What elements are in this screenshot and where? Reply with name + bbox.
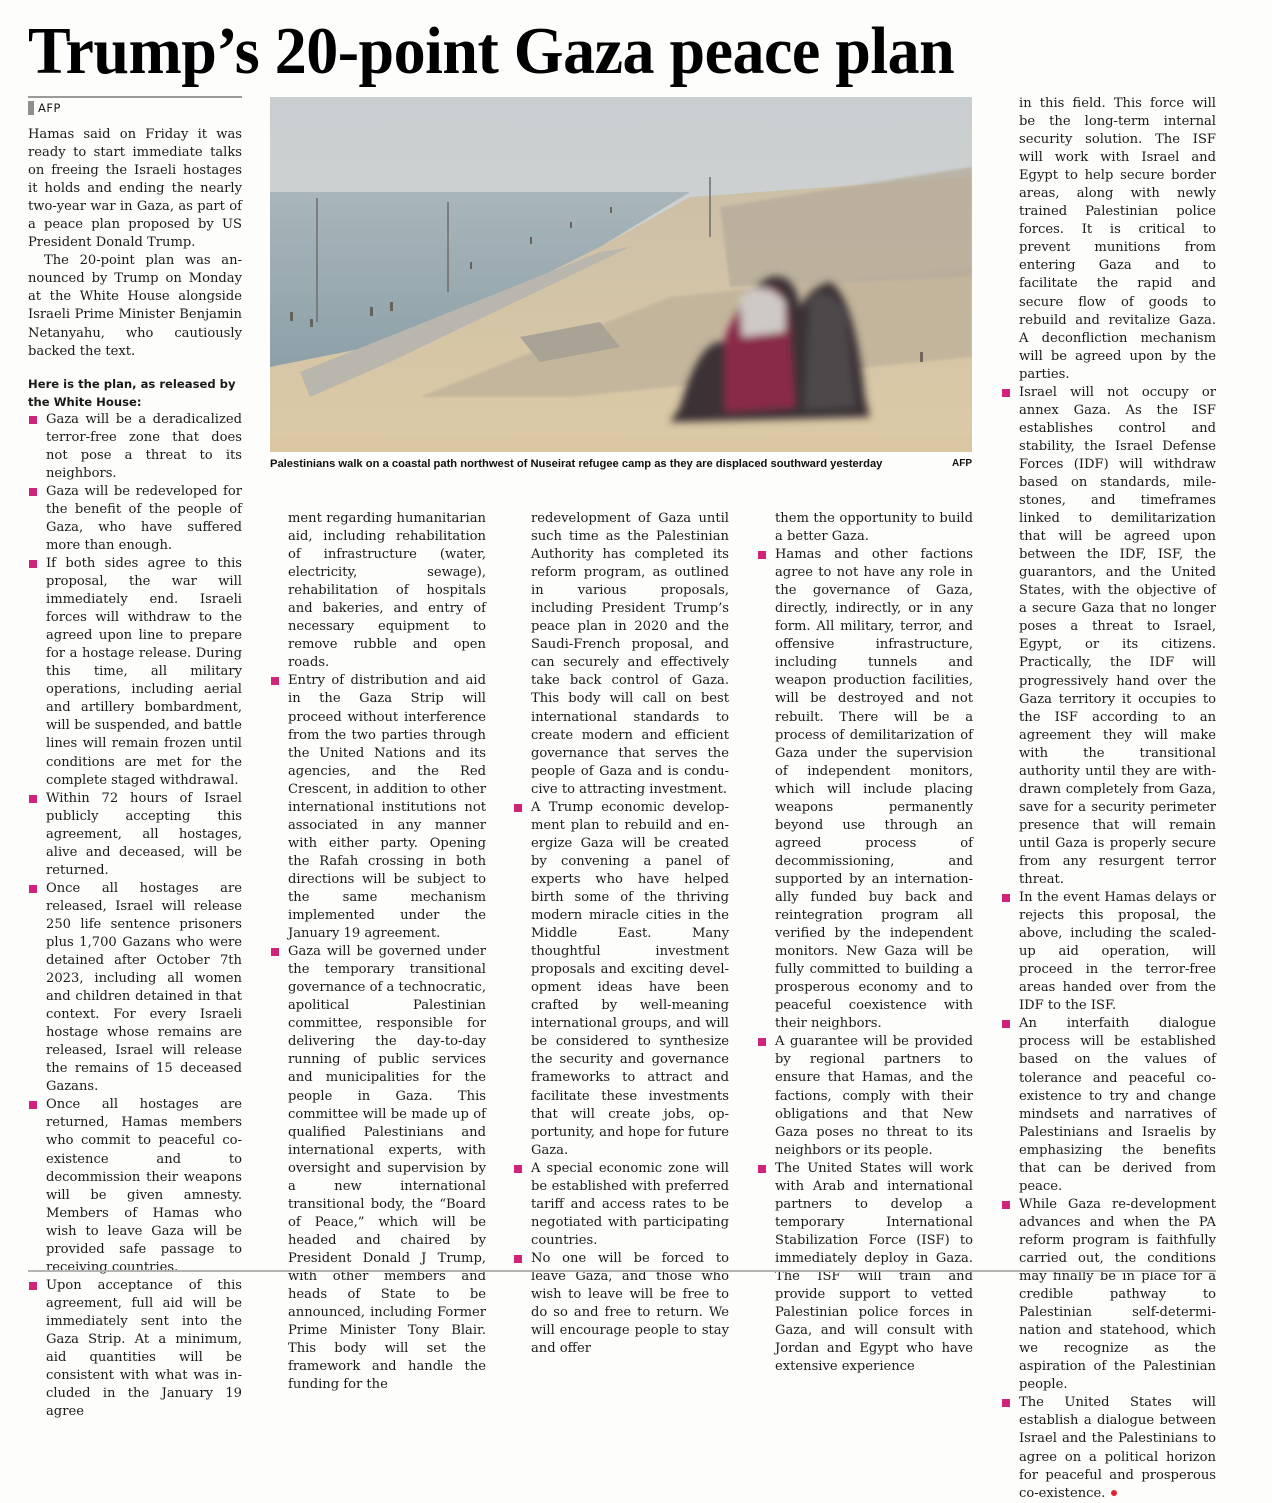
- plan-point: A guarantee will be provided by regional partners to ensure that Hamas, and the factions, comply with their obligations and that New Gaza poses no threat to its neighbors or its people.: [757, 1033, 973, 1159]
- plan-point: No one will be forced to leave Gaza, and those who wish to leave will be free to do so and free to return. We will encourage people to stay and offer: [513, 1250, 729, 1358]
- plan-point: Once all hostages are released, Israel will release 250 life sentence prisoners plus 1,700 Gazans who were detained after October 7th 2023, including all women and children detained in that context. For every Israeli hostage whose remains are released, Israel will release the remains of 15 deceased Gazans.: [28, 880, 242, 1097]
- plan-point: Gaza will be governed under the temporary transitional governance of a technocratic, apolitical Palestinian committee, responsible for delivering the day-to-day running of public services and municipalities for the people in Gaza. This committee will be made up of qualified Palestinians and international experts, with oversight and supervision by a new international transitional body, the “Board of Peace,” which will be headed and chaired by President Donald J Trump, with other members and heads of State to be announced, including Former Prime Minister Tony Blair. This body will set the framework and handle the funding for the: [270, 943, 486, 1394]
- plan-points-list: [513, 510, 729, 1358]
- bullet-square-icon: [1002, 1020, 1010, 1028]
- plan-point: Israel will not occupy or annex Gaza. As the ISF establishes control and stability, the Israel Defense Forces (IDF) will withdraw based on standards, milestones, and timeframes linked to demilitarization that will be agreed upon between the IDF, ISF, the guarantors, and the United States, with the objective of a secure Gaza that no longer poses a threat to Israel, Egypt, or its citizens. Practically, the IDF will progressively hand over the Gaza territory it occupies to the ISF according to an agreement they will make with the transitional authority until they are withdrawn completely from Gaza, save for a security perimeter presence that will remain until Gaza is properly secure from any resurgent terror threat.: [1001, 384, 1216, 889]
- plan-point: A special economic zone will be established with preferred tariff and access rates to be negotiated with participating countries.: [513, 1160, 729, 1250]
- plan-point: The United States will establish a dialogue between Israel and the Palestinians to agree on a political horizon for peaceful and prosperous co-existence.: [1001, 1394, 1216, 1502]
- bullet-square-icon: [1002, 1201, 1010, 1209]
- plan-point-continuation: them the opportunity to build a better Gaza.: [775, 511, 973, 545]
- news-photo: [270, 97, 972, 452]
- plan-points-list: [757, 510, 973, 1376]
- article-column-1: [28, 126, 242, 1421]
- plan-point-continuation: in this field. This force will be the long-term internal security solution. The ISF will work with Israel and Egypt to help secure border areas, along with newly trained Palestinian police forces. It is critical to prevent munitions from entering Gaza and to facilitate the rapid and secure flow of goods to rebuild and revitalize Gaza. A deconfliction mechanism will be agreed upon by the parties.: [1019, 96, 1216, 382]
- plan-point: Within 72 hours of Israel publicly accepting this agreement, all hostages, alive and deceased, will be returned.: [28, 790, 242, 880]
- photo-credit: AFP: [952, 458, 972, 469]
- byline-rule: [28, 96, 242, 98]
- plan-points-list: [1001, 95, 1216, 1503]
- article-column-3: [513, 510, 729, 1358]
- bullet-square-icon: [29, 1101, 37, 1109]
- byline-bar: [28, 101, 34, 115]
- plan-point: Gaza will be redeveloped for the benefit of the people of Gaza, who have suffered more than enough.: [28, 483, 242, 555]
- plan-point: The United States will work with Arab and international partners to develop a temporary International Stabilization Force (ISF) to immediately deploy in Gaza. The ISF will train and provide support to vetted Palestinian police forces in Gaza, and will consult with Jordan and Egypt who have extensive experience: [757, 1160, 973, 1377]
- article-column-4: [757, 510, 973, 1376]
- plan-point-continuation: ment regarding humanitarian aid, including rehabilitation of infrastructure (water, electricity, sewage), rehabilitation of hospitals and bakeries, and entry of necessary equipment to remove rubble and open roads.: [288, 511, 486, 671]
- plan-point-continuation: redevelopment of Gaza until such time as the Palestinian Authority has completed its reform program, as outlined in various proposals, including President Trump’s peace plan in 2020 and the Saudi-French proposal, and can securely and effectively take back control of Gaza. This body will call on best international standards to create modern and efficient governance that serves the people of Gaza and is conducive to attracting investment.: [531, 511, 729, 797]
- plan-point: While Gaza re-development advances and when the PA reform program is faithfully carried out, the conditions may finally be in place for a credible pathway to Palestinian self-determination and statehood, which we recognize as the aspiration of the Palestinian people.: [1001, 1196, 1216, 1395]
- headline: Trump’s 20-point Gaza peace plan: [28, 13, 955, 88]
- bullet-square-icon: [514, 804, 522, 812]
- article-column-5: [1001, 95, 1216, 1503]
- plan-points-list: [270, 510, 486, 1394]
- byline-text: AFP: [38, 101, 61, 115]
- plan-point: Hamas and other factions agree to not have any role in the governance of Gaza, directly, indirectly, or in any form. All military, terror, and offensive infrastructure, including tunnels and weapon production facilities, will be destroyed and not rebuilt. There will be a process of demilitarization of Gaza under the supervision of independent monitors, which will include placing weapons permanently beyond use through an agreed process of decommissioning, and supported by an internationally funded buy back and reintegration program all verified by the independent monitors. New Gaza will be fully committed to building a prosperous economy and to peaceful coexistence with their neighbors.: [757, 546, 973, 1033]
- plan-point: A Trump economic development plan to rebuild and energize Gaza will be created by convening a panel of experts who have helped birth some of the thriving modern miracle cities in the Middle East. Many thoughtful investment proposals and exciting development ideas have been crafted by well-meaning international groups, and will be considered to synthesize the security and governance frameworks to attract and facilitate these investments that will create jobs, opportunity, and hope for future Gaza.: [513, 799, 729, 1160]
- bullet-square-icon: [29, 488, 37, 496]
- plan-point: Gaza will be a deradicalized terror-free zone that does not pose a threat to its neighbors.: [28, 411, 242, 483]
- bullet-square-icon: [758, 1165, 766, 1173]
- bullet-square-icon: [758, 551, 766, 559]
- photo-caption: Palestinians walk on a coastal path northwest of Nuseirat refugee camp as they are displaced southward yesterday: [270, 458, 883, 470]
- bullet-square-icon: [1002, 389, 1010, 397]
- plan-point: Entry of distribution and aid in the Gaza Strip will proceed without interference from the two parties through the United Nations and its agencies, and the Red Crescent, in addition to other international institutions not associated in any manner with either party. Opening the Rafah crossing in both directions will be subject to the same mechanism implemented under the January 19 agreement.: [270, 672, 486, 943]
- plan-point: If both sides agree to this proposal, the war will immediately end. Israeli forces will withdraw to the agreed upon line to prepare for a hostage release. During this time, all military operations, including aerial and artillery bombardment, will be suspended, and battle lines will remain frozen until conditions are met for the complete staged withdrawal.: [28, 555, 242, 790]
- bullet-square-icon: [271, 677, 279, 685]
- bullet-square-icon: [29, 416, 37, 424]
- photo-caption-row: [270, 458, 972, 470]
- end-of-story-dot-icon: [1111, 1490, 1117, 1496]
- bullet-square-icon: [758, 1038, 766, 1046]
- coastal-path-photo: [270, 97, 972, 452]
- plan-heading: Here is the plan, as released by the White House:: [28, 376, 236, 409]
- bottom-rule: [28, 1270, 1216, 1272]
- article-column-2: [270, 510, 486, 1394]
- bullet-square-icon: [1002, 894, 1010, 902]
- plan-point: In the event Hamas delays or rejects this proposal, the above, including the scaled-up aid operation, will proceed in the terror-free areas handed over from the IDF to the ISF.: [1001, 889, 1216, 1015]
- bullet-square-icon: [1002, 1399, 1010, 1407]
- intro-paragraph: Hamas said on Friday it was ready to start immediate talks on freeing the Israeli hostages it holds and ending the nearly two-year war in Gaza, as part of a peace plan proposed by US President Donald Trump.: [28, 127, 242, 251]
- bullet-square-icon: [29, 560, 37, 568]
- plan-point: An interfaith dialogue process will be established based on the values of tolerance and peaceful co-existence to try and change mindsets and narratives of Palestinians and Israelis by emphasizing the benefits that can be derived from peace.: [1001, 1015, 1216, 1195]
- bullet-square-icon: [271, 948, 279, 956]
- byline: [28, 100, 61, 116]
- bullet-square-icon: [514, 1255, 522, 1263]
- bullet-square-icon: [29, 795, 37, 803]
- bullet-square-icon: [29, 885, 37, 893]
- intro-paragraph: The 20-point plan was announced by Trump on Monday at the White House alongside Israeli Prime Minister Benjamin Netanyahu, who cautiously backed the text.: [28, 253, 242, 359]
- plan-point: Once all hostages are returned, Hamas members who commit to peaceful co-existence and to decommission their weapons will be given amnesty. Members of Hamas who wish to leave Gaza will be provided safe passage to receiving countries.: [28, 1096, 242, 1276]
- bullet-square-icon: [29, 1282, 37, 1290]
- bullet-square-icon: [514, 1165, 522, 1173]
- plan-point: Upon acceptance of this agreement, full aid will be immediately sent into the Gaza Strip. At a minimum, aid quantities will be consistent with what was included in the January 19 agree: [28, 1277, 242, 1421]
